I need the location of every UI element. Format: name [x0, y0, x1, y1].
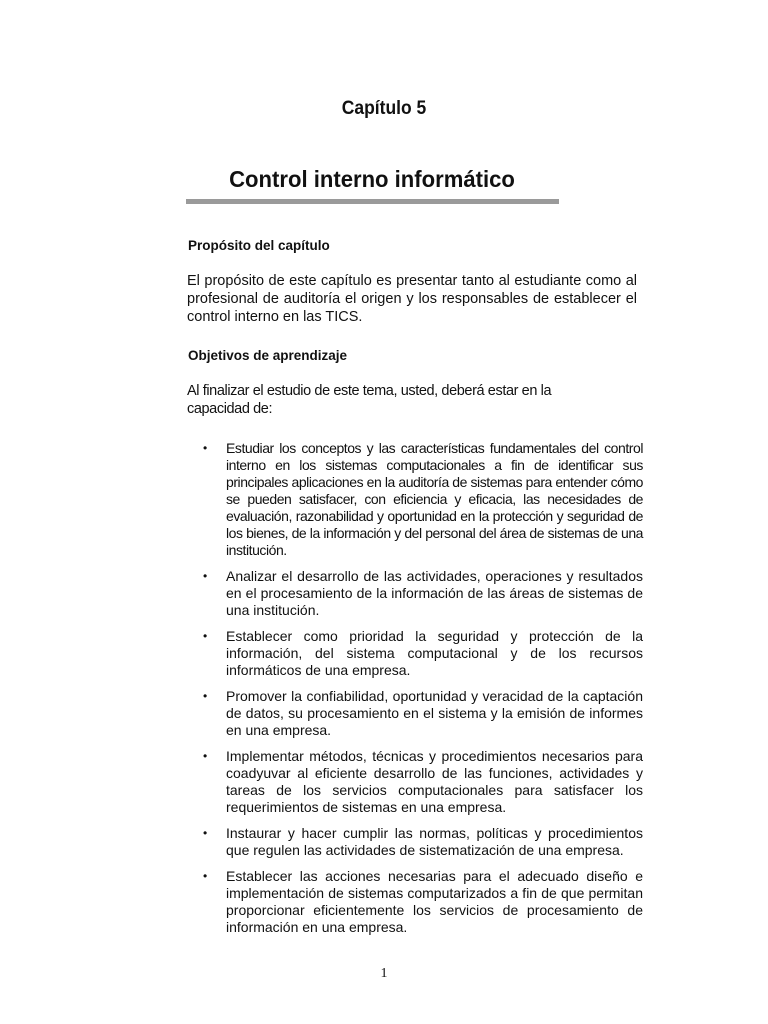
objective-item [203, 748, 643, 816]
objective-text: Establecer como prioridad la seguridad y protección de la información, del sistema computacional y de los recursos informáticos de una empresa. [226, 628, 643, 678]
objectives-intro: Al finalizar el estudio de este tema, usted, deberá estar en la capacidad de: [187, 383, 552, 417]
objective-text: Analizar el desarrollo de las actividades, operaciones y resultados en el procesamiento de la información de las áreas de sistemas de una institución. [226, 568, 643, 618]
objective-text: Implementar métodos, técnicas y procedimientos necesarios para coadyuvar al eficiente desarrollo de las funciones, actividades y tareas de los servicios computacionales para satisfacer los requerimientos de sistemas en una empresa. [226, 748, 643, 815]
purpose-paragraph: El propósito de este capítulo es presentar tanto al estudiante como al profesional de auditoría el origen y los responsables de establecer el control interno en las TICS. [187, 273, 637, 325]
objective-text: Estudiar los conceptos y las características fundamentales del control interno en los sistemas computacionales a fin de identificar sus principales aplicaciones en la auditoría de sistemas para entender cómo se pueden satisfacer, con eficiencia y eficacia, las necesidades de evaluación, razonabilidad y oportunidad en la protección y seguridad de los bienes, de la información y del personal del área de sistemas de una institución. [226, 440, 643, 558]
objective-text: Promover la confiabilidad, oportunidad y veracidad de la captación de datos, su procesamiento en el sistema y la emisión de informes en una empresa. [226, 688, 643, 738]
purpose-heading: Propósito del capítulo [188, 238, 330, 253]
objective-item [203, 440, 643, 559]
bullet-icon: • [203, 869, 208, 883]
bullet-icon: • [203, 569, 208, 583]
bullet-icon: • [203, 441, 207, 455]
bullet-icon: • [203, 689, 208, 703]
objectives-list [203, 440, 643, 945]
bullet-icon: • [203, 629, 208, 643]
objectives-heading: Objetivos de aprendizaje [188, 348, 348, 363]
title-underline-rule [186, 199, 559, 204]
objective-item [203, 688, 643, 739]
objective-item [203, 825, 643, 859]
bullet-icon: • [203, 826, 208, 840]
objective-item [203, 868, 643, 936]
objective-item [203, 568, 643, 619]
chapter-label: Capítulo 5 [341, 98, 427, 119]
bullet-icon: • [203, 749, 208, 763]
objective-text: Establecer las acciones necesarias para el adecuado diseño e implementación de sistemas computarizados a fin de que permitan proporcionar eficientemente los servicios de procesamiento de información en una empresa. [226, 868, 643, 935]
objective-item [203, 628, 643, 679]
page-number: 1 [380, 966, 388, 981]
objective-text: Instaurar y hacer cumplir las normas, políticas y procedimientos que regulen las actividades de sistematización de una empresa. [226, 825, 643, 858]
chapter-title: Control interno informático [229, 166, 515, 192]
